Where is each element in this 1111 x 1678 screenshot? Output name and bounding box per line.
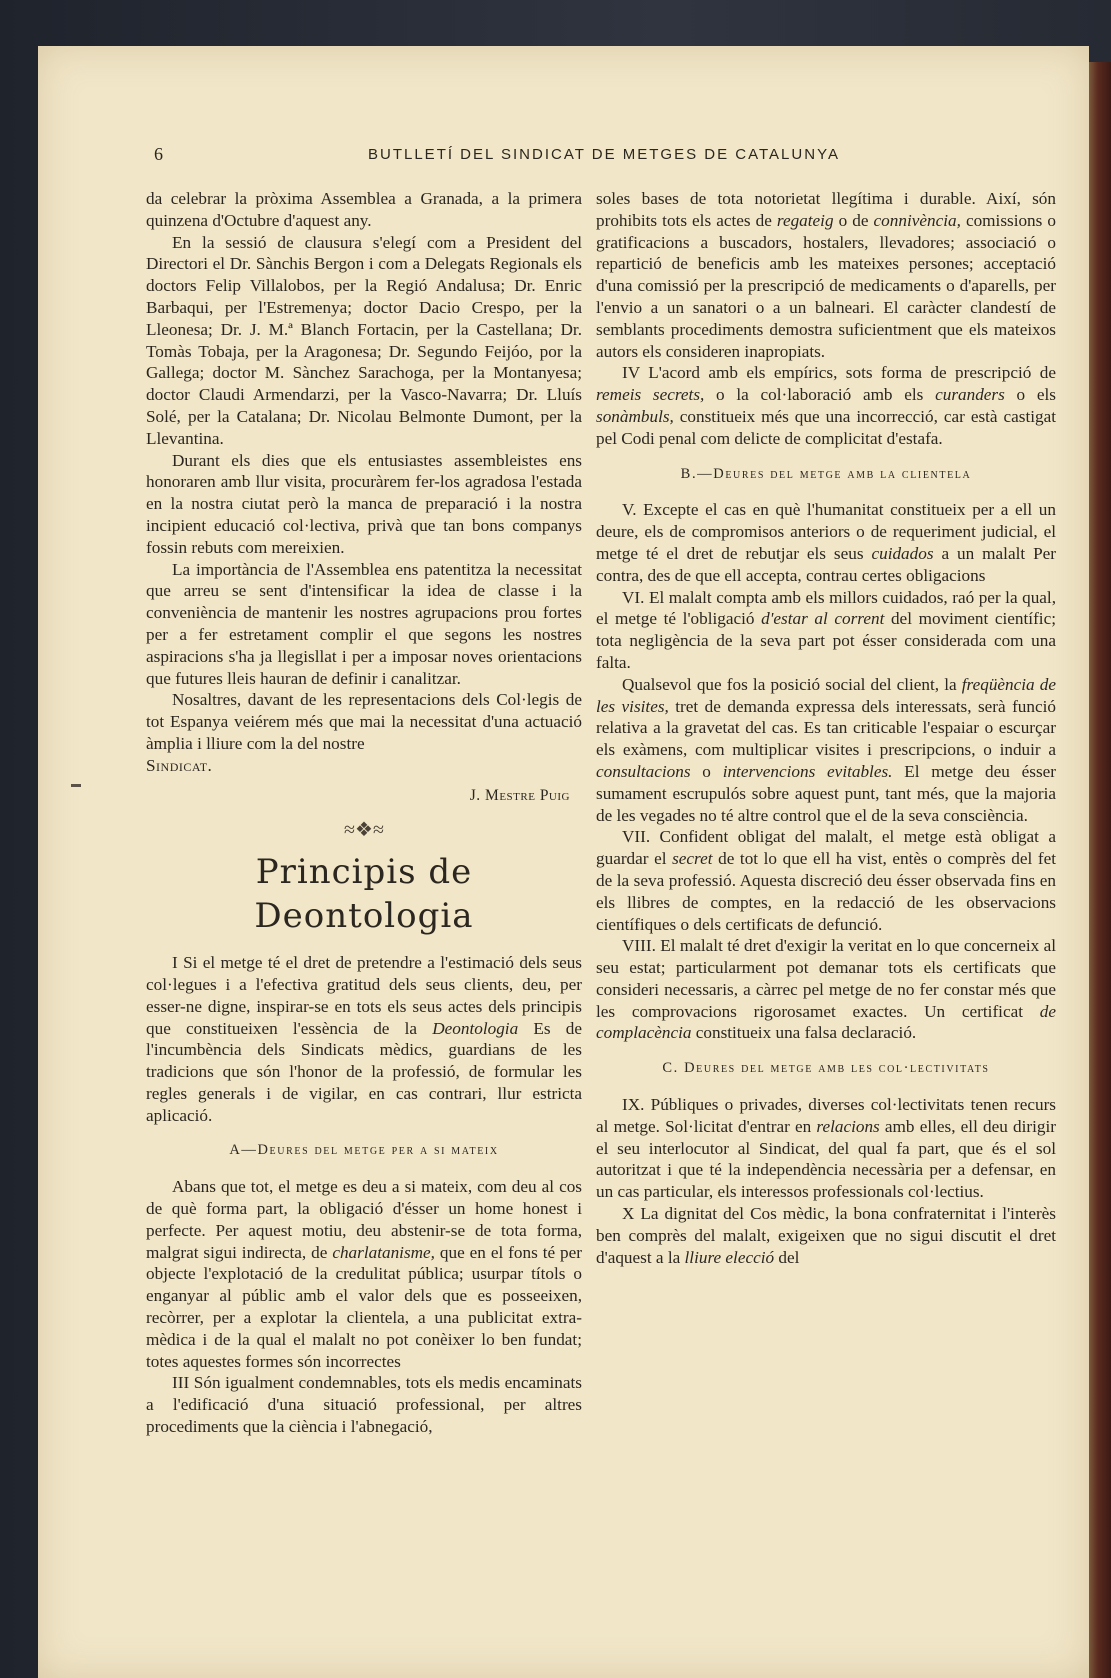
text: IX. Públiques o privades, diverses col·lectivitats tenen recurs al metge. Sol·licitat d'entrar en bbox=[596, 1095, 1056, 1136]
text-italic: charlatanisme, bbox=[332, 1242, 435, 1262]
text-italic: intervencions evitables. bbox=[722, 761, 893, 781]
text-italic: d'estar al corrent bbox=[761, 609, 885, 629]
paragraph-text: Nosaltres, davant de les representacions dels Col·legis de tot Espanya veiérem més que mai la necessitat d'una actuació àmplia i lliure com la del nostre bbox=[146, 690, 582, 753]
ornament-divider bbox=[146, 820, 582, 842]
paragraph: Durant els dies que els entusiastes assembleistes ens honoraren amb llur visita, procuràrem fer-los agradosa l'estada en la nostra ciutat però la manca de preparació i la nostra incipient educació col·lectiva, privà que tan bons companys fossin rebuts com mereixien. bbox=[146, 450, 582, 557]
text: que en el fons té per objecte l'explotació de la credulitat pública; usurpar títols o enganyar al públic amb el valor dels que es posseeixen, recòrrer, per a explotar la clientela, a una publicitat extra-mèdica i de la qual el malalt no pot conèixer lo ben fundat; totes aquestes formes són incorrectes bbox=[146, 1242, 582, 1371]
left-column bbox=[146, 188, 582, 1438]
section-title: Principis de Deontologia bbox=[254, 852, 474, 937]
text: de tot lo que ell ha vist, entès o comprès del fet de la seva professió. Aquesta discreció deu ésser observada fins en els llibres de comptes, en la redacció de les observacions científiques o dels certificats de defunció. bbox=[596, 849, 1056, 934]
paragraph bbox=[596, 188, 1056, 362]
text: VIII. El malalt té dret d'exigir la veritat en lo que concerneix al seu estat; particularment pot demanar tots els certificats que consideri necessaris, a càrrec pel metge de no fer constar més que les comprovacions rigorosamet exactes. Un certificat bbox=[596, 936, 1056, 1021]
article-iii: III Són igualment condemnables, tots els medis encaminats a l'edificació d'una situació professional, per altres procediments que la ciència i l'abnegació, bbox=[146, 1373, 582, 1437]
text: o la col·laboració amb els bbox=[704, 385, 936, 405]
signature: J. Mestre Puig bbox=[469, 786, 570, 804]
paragraph: La importància de l'Assemblea ens patentitza la necessitat que arreu se sent d'intensificar la idea de classe i la conveniència de mantenir les nostres agrupacions prou fortes per a fer estretament complir el que segons les nostres aspiracions s'ha ja llegisllat i per a imposar noves orientacions que futures lleis hauran de definir i canalitzar. bbox=[146, 559, 582, 688]
subheading-a: A—Deures del metge per a si mateix bbox=[229, 1142, 499, 1159]
text: o de bbox=[833, 210, 874, 230]
text: Qualsevol que fos la posició social del client, la bbox=[622, 674, 962, 694]
text: amb elles, ell deu dirigir el seu interlocutor al Sindicat, del qual fa part, que és el sol autoritzat i que té la independència necessària per a defensar, en un cas particular, els interessos professionals col·lectius. bbox=[596, 1116, 1056, 1202]
book-binding-edge bbox=[1089, 62, 1111, 1678]
article-iv bbox=[596, 362, 1056, 449]
ornament-icon: ≈❖≈ bbox=[344, 819, 384, 842]
text: a un malalt Per contra, des de que ell accepta, contrau certes obligacions bbox=[596, 543, 1056, 585]
article-ii bbox=[146, 1176, 582, 1372]
text-italic: curanders bbox=[935, 385, 1005, 405]
text: I Si el metge té el dret de pretendre a l'estimació dels seus col·legues i a l'efectiva gratitud dels seus clients, deu, per esser-ne digne, inspirar-se en tots els seus actes dels principis que constitueixen l'essència de la bbox=[146, 953, 582, 1038]
page-mark bbox=[71, 784, 81, 787]
text: del moviment científic; tota negligència de la seva part pot ésser considerada com una falta. bbox=[596, 609, 1056, 672]
text: V. Excepte el cas en què l'humanitat constitueix per a ell un deure, els de compromisos anteriors o de requeriment judicial, el metge té el dret de rebutjar els seus bbox=[596, 500, 1056, 563]
paragraph: En la sessió de clausura s'elegí com a President del Directori el Dr. Sànchis Bergon i com a Delegats Regionals els doctors Felip Villalobos, per la Regió Andalusa; Dr. Enric Barbaqui, per l'Estremenya; doctor Dacio Crespo, per la Lleonesa; Dr. J. M.ª Blanch Fortacin, per la Castellana; Dr. Tomàs Tobaja, per la Aragonesa; Dr. Segundo Feijóo, por la Gallega; doctor M. Sànchez Sarachoga, per la Montanyesa; doctor Claudi Armendarzi, per la Vasco-Navarra; Dr. Lluís Solé, per la Catalana; Dr. Nicolau Belmonte Dumont, per la Llevantina. bbox=[146, 232, 582, 448]
text-italic: freqüència de les visites, bbox=[596, 674, 1056, 716]
text: Abans que tot, el metge es deu a si mateix, com deu al cos de què forma part, la obligació d'ésser un home honest i perfecte. Per aquest motiu, deu abstenir-se de tota forma, malgrat sigui indirecta, de bbox=[146, 1177, 582, 1262]
text: o els bbox=[1004, 385, 1056, 405]
page-header bbox=[38, 144, 1089, 174]
text: del bbox=[774, 1247, 800, 1267]
text: VII. Confident obligat del malalt, el metge està obligat a guardar el bbox=[596, 827, 1056, 869]
paragraph-text-end: Sindicat. bbox=[146, 755, 213, 775]
text: X La dignitat del Cos mèdic, la bona confraternitat i l'interès ben comprès del malalt, exigeixen que no sigui discutit el dret d'aquest a la bbox=[596, 1204, 1056, 1267]
text-italic: Deontologia bbox=[432, 1018, 519, 1038]
page-number: 6 bbox=[154, 144, 164, 164]
text-italic: regateig bbox=[776, 210, 834, 230]
text: comissions o gratificacions a buscadors, hostalers, llevadores; associació o repartició de beneficis amb les mateixes persones; acceptació d'una comissió per la prescripció de medicaments o d'aparells, per l'envio a un sanatori o a un balneari. El caràcter clandestí de semblants procediments demostra suficientment que els mateixos autors els consideren inapropiats. bbox=[596, 210, 1056, 361]
article-viii bbox=[596, 935, 1056, 1044]
text: tret de demanda expressa dels interessats, serà funció relativa a la gravetat del cas. Es tan criticable l'espaiar o escurçar els exàmens, com multiplicar visites i prescripcions, o induir a bbox=[596, 696, 1056, 760]
text: o bbox=[690, 761, 723, 781]
article-x bbox=[596, 1203, 1056, 1268]
document-page bbox=[38, 46, 1089, 1678]
text-italic: secret bbox=[672, 849, 713, 869]
text-italic: cuidados bbox=[871, 543, 934, 563]
text: constitueix una falsa declaració. bbox=[691, 1023, 917, 1043]
article-vii bbox=[596, 826, 1056, 935]
paragraph bbox=[596, 674, 1056, 827]
text: El metge deu ésser sumament escrupulós sobre aquest punt, tant més, que la majoria de les vegades no té altre control que el de la seva consciència. bbox=[596, 761, 1056, 825]
right-column bbox=[596, 188, 1056, 1268]
text-italic: lliure elecció bbox=[684, 1247, 775, 1267]
text: constitueix més que una incorrecció, car està castigat pel Codi penal com delicte de complicitat d'estafa. bbox=[596, 406, 1056, 448]
article-ix bbox=[596, 1094, 1056, 1203]
article-vi bbox=[596, 587, 1056, 674]
running-head: BUTLLETÍ DEL SINDICAT DE METGES DE CATALUNYA bbox=[368, 146, 840, 163]
text-italic: sonàmbuls, bbox=[596, 406, 674, 426]
text: IV L'acord amb els empírics, sots forma de prescripció de bbox=[622, 363, 1056, 383]
text: Es de l'incumbència dels Sindicats mèdics, guardians de les tradicions que són l'honor de la professió, de formular les regles generals i de vigilar, en cas contrari, llur estricta aplicació. bbox=[146, 1018, 582, 1125]
article-i bbox=[146, 952, 582, 1126]
text-italic: consultacions bbox=[596, 761, 691, 781]
subheading-c: C. Deures del metge amb les col·lectivitats bbox=[662, 1060, 990, 1077]
article-v bbox=[596, 499, 1056, 586]
text-italic: de complacència bbox=[596, 1001, 1056, 1043]
text: soles bases de tota notorietat llegítima i durable. Així, són prohibits tots els actes de bbox=[596, 189, 1056, 230]
text-italic: connivència, bbox=[873, 210, 961, 230]
subheading-b: B.—Deures del metge amb la clientela bbox=[680, 465, 972, 482]
text-italic: remeis secrets, bbox=[596, 385, 705, 405]
text-italic: relacions bbox=[816, 1116, 880, 1136]
text: VI. El malalt compta amb els millors cuidados, raó per la qual, el metge té l'obligació bbox=[596, 587, 1056, 629]
paragraph: da celebrar la pròxima Assemblea a Granada, a la primera quinzena d'Octubre d'aquest any. bbox=[146, 189, 582, 230]
paragraph bbox=[146, 689, 582, 776]
